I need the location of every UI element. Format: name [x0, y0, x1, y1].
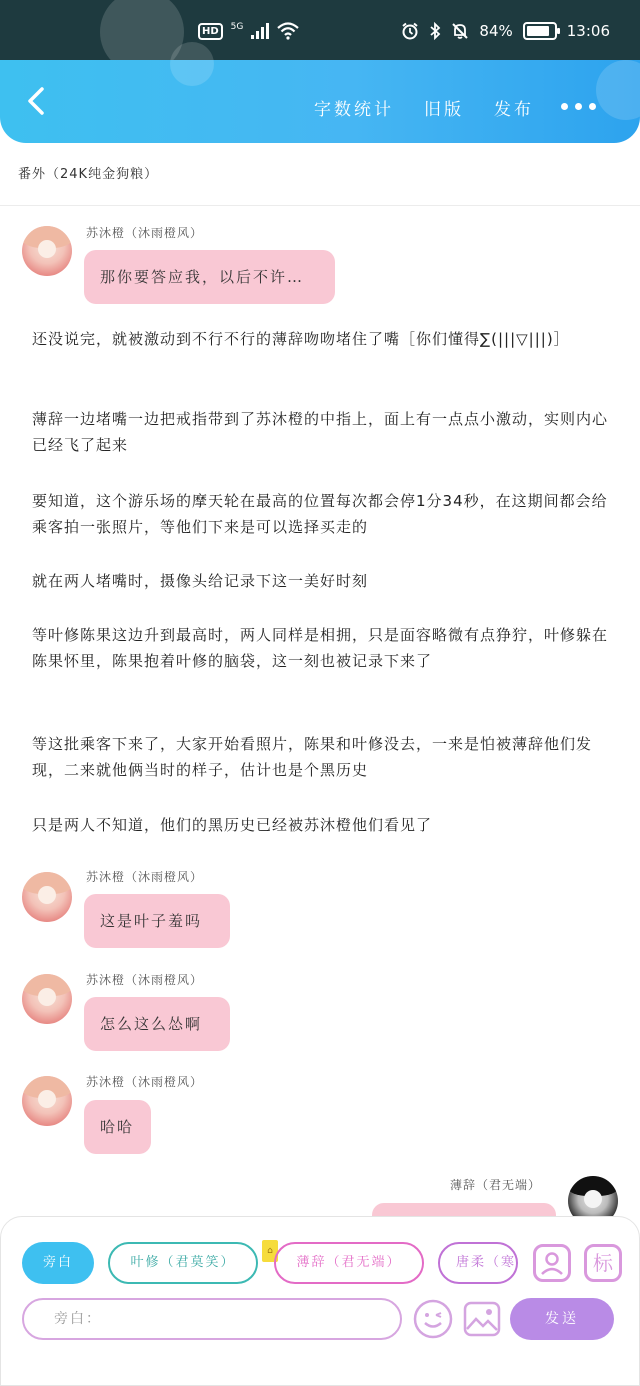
decorative-circle	[596, 60, 640, 120]
app-header	[0, 60, 640, 143]
old-version-button[interactable]: 旧版	[424, 100, 464, 120]
status-bar	[0, 0, 640, 60]
narration-paragraph: 就在两人堵嘴时，摄像头给记录下这一美好时刻	[32, 572, 369, 590]
hd-icon: HD	[198, 23, 223, 40]
divider	[0, 205, 640, 206]
battery-icon	[523, 22, 557, 40]
alarm-icon	[401, 22, 419, 40]
publish-button[interactable]: 发布	[494, 100, 534, 120]
narration-paragraph: 薄辞一边堵嘴一边把戒指带到了苏沐橙的中指上，面上有一点点小激动，实则内心已经飞了起来	[32, 410, 609, 454]
bluetooth-icon	[429, 22, 441, 40]
sender-name: 苏沐橙（沐雨橙风）	[86, 1075, 204, 1089]
back-arrow-icon[interactable]	[22, 86, 52, 116]
decorative-circle	[170, 42, 214, 86]
signal-icon	[251, 23, 269, 39]
add-character-icon[interactable]	[533, 1244, 571, 1282]
chapter-title: 番外（24K纯金狗粮）	[18, 167, 159, 182]
message-bubble[interactable]: 那你要答应我，以后不许…	[84, 250, 335, 304]
role-chip-narration[interactable]: 旁白	[22, 1242, 94, 1284]
message-bubble[interactable]: 哈哈	[84, 1100, 151, 1154]
send-button[interactable]: 发送	[510, 1298, 614, 1340]
status-left	[198, 22, 299, 40]
header-menu	[314, 95, 534, 120]
message-bubble[interactable]: 这是叶子羞吗	[84, 894, 230, 948]
sender-name: 苏沐橙（沐雨橙风）	[86, 226, 204, 240]
message-input[interactable]: 旁白：	[22, 1298, 402, 1340]
narration-paragraph: 只是两人不知道，他们的黑历史已经被苏沐橙他们看见了	[32, 816, 433, 834]
word-count-button[interactable]: 字数统计	[314, 100, 394, 120]
narration-paragraph: 等这批乘客下来了，大家开始看照片，陈果和叶修没去，一来是怕被薄辞他们发现，二来就他俩当时的样子，估计也是个黑历史	[32, 735, 593, 779]
sender-name: 苏沐橙（沐雨橙风）	[86, 973, 204, 987]
narration-paragraph: 等叶修陈果这边升到最高时，两人同样是相拥，只是面容略微有点狰狞，叶修躲在陈果怀里，陈果抱着叶修的脑袋，这一刻也被记录下来了	[32, 626, 609, 670]
narration-paragraph: 要知道，这个游乐场的摩天轮在最高的位置每次都会停1分34秒，在这期间都会给乘客拍一张照片，等他们下来是可以选择买走的	[32, 492, 608, 536]
avatar-su-mucheng[interactable]	[22, 1076, 72, 1126]
clock-time: 13:06	[566, 22, 610, 40]
battery-percent: 84%	[479, 22, 513, 40]
image-icon[interactable]	[461, 1298, 503, 1340]
narration-paragraph: 还没说完，就被激动到不行不行的薄辞吻吻堵住了嘴［你们懂得∑(|||▽|||)］	[32, 330, 570, 348]
avatar-su-mucheng[interactable]	[22, 872, 72, 922]
sender-name: 苏沐橙（沐雨橙风）	[86, 870, 204, 884]
tag-button[interactable]: 标	[584, 1244, 622, 1282]
mute-bell-icon	[451, 22, 469, 40]
message-bubble[interactable]: 怎么这么怂啊	[84, 997, 230, 1051]
avatar-su-mucheng[interactable]	[22, 974, 72, 1024]
pin-flag-icon: ⌂	[262, 1240, 278, 1262]
avatar-su-mucheng[interactable]	[22, 226, 72, 276]
role-chip-bo-ci[interactable]: 薄辞（君无端）	[274, 1242, 424, 1284]
sender-name: 薄辞（君无端）	[450, 1178, 542, 1192]
role-chip-tang-rou[interactable]: 唐柔（寒	[438, 1242, 518, 1284]
status-right	[401, 22, 610, 40]
more-options-icon[interactable]	[561, 103, 596, 110]
emoji-icon[interactable]	[412, 1298, 454, 1340]
network-label: 5G	[230, 22, 244, 32]
wifi-icon	[277, 22, 299, 40]
role-chip-ye-xiu[interactable]: 叶修（君莫笑）	[108, 1242, 258, 1284]
